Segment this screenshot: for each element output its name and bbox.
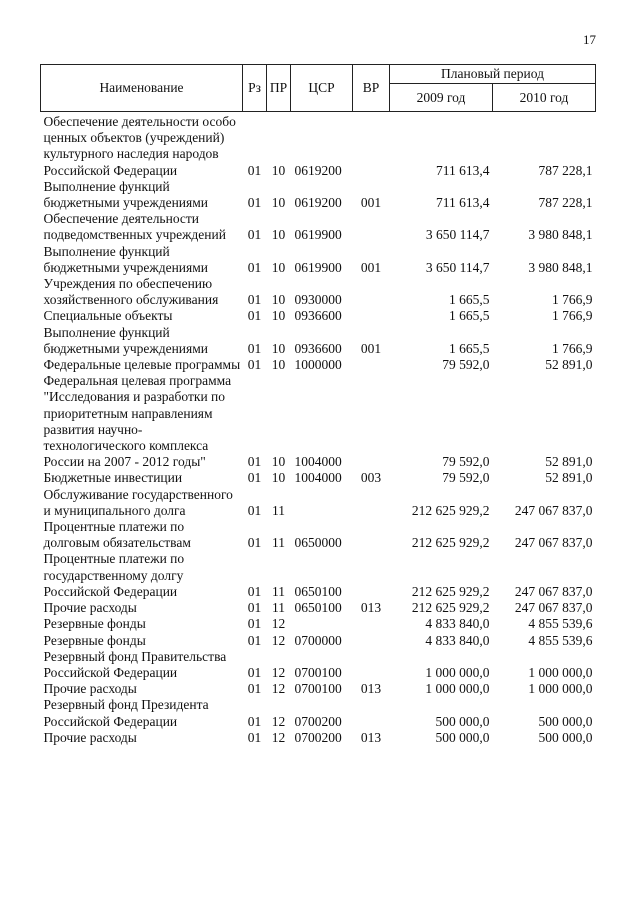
row-rz: 01 (247, 616, 262, 632)
row-rz: 01 (247, 292, 262, 308)
table-row (41, 730, 596, 746)
row-pr: 12 (271, 616, 286, 632)
row-name: Выполнение функций бюджетными учреждениями (43, 324, 209, 356)
header-name: Наименование (41, 65, 243, 112)
row-pr: 10 (271, 308, 286, 324)
row-name: Резервные фонды (43, 632, 146, 648)
row-value-2009: 500 000,0 (435, 729, 490, 745)
row-vr: 001 (360, 340, 382, 356)
row-value-2010: 1 766,9 (552, 308, 593, 324)
table-row (41, 697, 596, 729)
row-vr (353, 487, 390, 519)
row-value-2009: 3 650 114,7 (425, 227, 490, 243)
row-csr: 0700100 (294, 681, 342, 697)
row-vr (353, 649, 390, 681)
row-rz: 01 (247, 729, 262, 745)
header-csr: ЦСР (291, 65, 353, 112)
row-value-2010: 247 067 837,0 (514, 600, 593, 616)
row-pr: 12 (271, 681, 286, 697)
table-row (41, 600, 596, 616)
row-value-2009: 4 833 840,0 (425, 632, 490, 648)
row-csr: 0700200 (294, 713, 342, 729)
row-value-2009: 212 625 929,2 (411, 535, 490, 551)
table-row (41, 325, 596, 357)
row-value-2009: 3 650 114,7 (425, 259, 490, 275)
row-name: Обслуживание государственного и муниципального долга (43, 486, 233, 518)
table-row (41, 681, 596, 697)
row-value-2010: 247 067 837,0 (514, 502, 593, 518)
row-pr: 11 (272, 583, 285, 599)
row-rz: 01 (247, 357, 262, 373)
row-rz: 01 (247, 583, 262, 599)
row-csr: 0650100 (294, 583, 342, 599)
row-value-2010: 500 000,0 (538, 729, 593, 745)
row-value-2009: 1 665,5 (449, 340, 490, 356)
row-vr: 001 (360, 259, 382, 275)
row-value-2010: 1 000 000,0 (528, 664, 593, 680)
row-pr: 11 (272, 502, 285, 518)
row-value-2010: 1 766,9 (552, 340, 593, 356)
row-name: Резервные фонды (43, 616, 146, 632)
row-rz: 01 (247, 713, 262, 729)
table-row (41, 276, 596, 308)
row-csr (291, 616, 353, 632)
row-rz: 01 (247, 681, 262, 697)
row-value-2010: 1 000 000,0 (528, 681, 593, 697)
row-pr: 11 (272, 535, 285, 551)
row-csr: 0619900 (294, 259, 342, 275)
row-pr: 12 (271, 713, 286, 729)
row-name: Резервный фонд Президента Российской Федерации (43, 697, 209, 729)
table-row (41, 244, 596, 276)
table-row (41, 633, 596, 649)
row-name: Процентные платежи по государственному долгу Российской Федерации (43, 551, 185, 599)
row-name: Выполнение функций бюджетными учреждениями (43, 243, 209, 275)
row-value-2009: 212 625 929,2 (411, 583, 490, 599)
row-pr: 10 (271, 357, 286, 373)
row-pr: 10 (271, 454, 286, 470)
row-vr: 013 (360, 729, 382, 745)
row-csr: 0936600 (294, 340, 342, 356)
header-vr: ВР (353, 65, 390, 112)
row-vr (353, 633, 390, 649)
row-vr (353, 373, 390, 470)
row-value-2009: 4 833 840,0 (425, 616, 490, 632)
table-body (41, 112, 596, 746)
row-vr (353, 211, 390, 243)
row-rz: 01 (247, 502, 262, 518)
row-pr: 10 (271, 340, 286, 356)
row-rz: 01 (247, 632, 262, 648)
row-value-2010: 787 228,1 (538, 195, 593, 211)
row-name: Процентные платежи по долговым обязательствам (43, 519, 191, 551)
row-value-2010: 1 766,9 (552, 292, 593, 308)
row-vr: 013 (360, 600, 382, 616)
header-year-2009: 2009 год (390, 84, 493, 112)
row-name: Обеспечение деятельности особо ценных объектов (учреждений) культурного наследия народов Российской Федерации (43, 114, 236, 178)
row-vr (353, 357, 390, 373)
row-csr: 0700100 (294, 664, 342, 680)
row-rz: 01 (247, 259, 262, 275)
row-name: Прочие расходы (43, 600, 137, 616)
table-row (41, 551, 596, 600)
row-pr: 11 (272, 600, 285, 616)
row-vr: 013 (360, 681, 382, 697)
row-pr: 10 (271, 292, 286, 308)
row-csr: 1004000 (294, 470, 342, 486)
row-value-2009: 79 592,0 (442, 454, 490, 470)
row-pr: 10 (271, 470, 286, 486)
row-pr: 10 (271, 259, 286, 275)
row-name: Обеспечение деятельности подведомственных учреждений (43, 211, 226, 243)
row-vr (353, 697, 390, 729)
page-number: 17 (583, 32, 596, 47)
header-pr: ПР (267, 65, 291, 112)
row-vr (353, 519, 390, 551)
row-rz: 01 (247, 535, 262, 551)
table-row (41, 616, 596, 632)
row-name: Прочие расходы (43, 681, 137, 697)
row-value-2010: 787 228,1 (538, 162, 593, 178)
row-rz: 01 (247, 454, 262, 470)
table-row (41, 211, 596, 243)
row-rz: 01 (247, 227, 262, 243)
row-name: Бюджетные инвестиции (43, 470, 183, 486)
row-rz: 01 (247, 664, 262, 680)
row-vr (353, 551, 390, 600)
row-value-2009: 79 592,0 (442, 357, 490, 373)
table-row (41, 470, 596, 486)
row-csr: 0700000 (294, 632, 342, 648)
row-csr: 0619200 (294, 162, 342, 178)
table-row (41, 519, 596, 551)
row-csr: 0619900 (294, 227, 342, 243)
header-year-2010: 2010 год (493, 84, 596, 112)
row-value-2009: 1 665,5 (449, 308, 490, 324)
row-vr (353, 308, 390, 324)
row-name: Учреждения по обеспечению хозяйственного обслуживания (43, 276, 219, 308)
row-name: Выполнение функций бюджетными учреждениями (43, 178, 209, 211)
row-value-2009: 212 625 929,2 (411, 502, 490, 518)
table-row (41, 112, 596, 179)
table-row (41, 649, 596, 681)
row-csr: 1000000 (294, 357, 342, 373)
row-value-2009: 1 000 000,0 (425, 664, 490, 680)
table-row (41, 179, 596, 211)
row-name: Резервный фонд Правительства Российской Федерации (43, 648, 227, 680)
row-rz: 01 (247, 308, 262, 324)
budget-table (40, 64, 596, 746)
table-row (41, 308, 596, 324)
row-name: Специальные объекты (43, 308, 173, 324)
row-value-2010: 247 067 837,0 (514, 583, 593, 599)
row-csr: 0619200 (294, 195, 342, 211)
row-vr: 003 (360, 470, 382, 486)
row-value-2010: 52 891,0 (545, 470, 593, 486)
row-csr: 1004000 (294, 454, 342, 470)
row-value-2010: 247 067 837,0 (514, 535, 593, 551)
row-value-2010: 3 980 848,1 (528, 259, 593, 275)
row-csr: 0700200 (294, 729, 342, 745)
row-name: Федеральные целевые программы (43, 357, 241, 373)
header-rz: Рз (243, 65, 267, 112)
row-value-2009: 212 625 929,2 (411, 600, 490, 616)
row-pr: 10 (271, 162, 286, 178)
row-csr: 0930000 (294, 292, 342, 308)
row-pr: 12 (271, 664, 286, 680)
row-pr: 12 (271, 632, 286, 648)
row-rz: 01 (247, 340, 262, 356)
row-rz: 01 (247, 470, 262, 486)
row-name: Федеральная целевая программа "Исследования и разработки по приоритетным направлениям развития научно-технологического комплекса России на 2007 - 2012 годы" (43, 373, 232, 470)
row-rz: 01 (247, 195, 262, 211)
row-value-2010: 500 000,0 (538, 713, 593, 729)
row-value-2010: 52 891,0 (545, 454, 593, 470)
row-csr: 0650000 (294, 535, 342, 551)
row-pr: 10 (271, 227, 286, 243)
header-planned-period: Плановый период (390, 65, 596, 84)
row-rz: 01 (247, 600, 262, 616)
table-header (41, 65, 596, 112)
table-row (41, 357, 596, 373)
row-csr: 0936600 (294, 308, 342, 324)
table-row (41, 487, 596, 519)
row-value-2009: 500 000,0 (435, 713, 490, 729)
row-vr: 001 (360, 195, 382, 211)
row-value-2009: 1 000 000,0 (425, 681, 490, 697)
row-value-2010: 4 855 539,6 (528, 632, 593, 648)
row-value-2010: 3 980 848,1 (528, 227, 593, 243)
row-name: Прочие расходы (43, 729, 137, 745)
row-value-2009: 1 665,5 (449, 292, 490, 308)
row-pr: 10 (271, 195, 286, 211)
row-csr: 0650100 (294, 600, 342, 616)
row-value-2009: 711 613,4 (436, 162, 490, 178)
row-value-2009: 79 592,0 (442, 470, 490, 486)
row-pr: 12 (271, 729, 286, 745)
table-row (41, 373, 596, 470)
row-rz: 01 (247, 162, 262, 178)
row-value-2010: 52 891,0 (545, 357, 593, 373)
row-vr (353, 616, 390, 632)
row-value-2009: 711 613,4 (436, 195, 490, 211)
row-value-2010: 4 855 539,6 (528, 616, 593, 632)
row-vr (353, 112, 390, 179)
row-vr (353, 276, 390, 308)
row-csr (291, 487, 353, 519)
